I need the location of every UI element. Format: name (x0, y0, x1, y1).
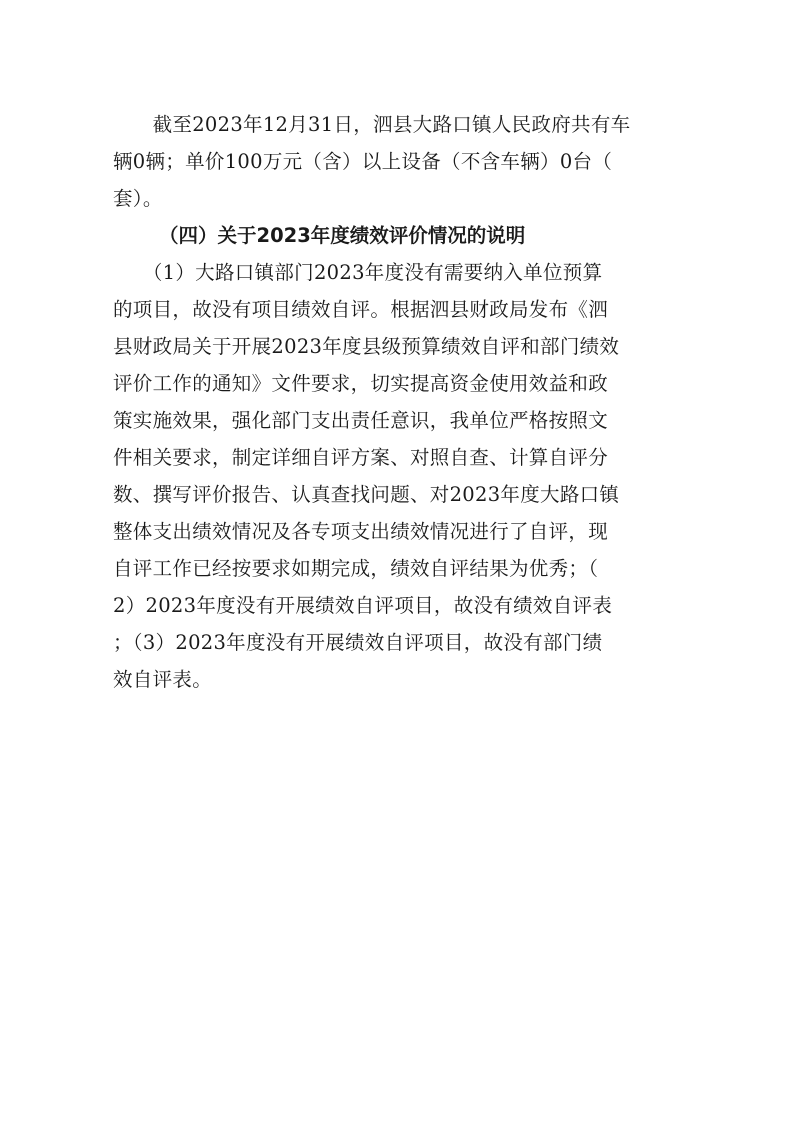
text-line: 件相关要求，制定详细自评方案、对照自查、计算自评分 (113, 446, 609, 469)
text-line: （1）大路口镇部门2023年度没有需要纳入单位预算 (113, 261, 603, 284)
text-line: 截至2023年12月31日，泗县大路口镇人民政府共有车 (113, 113, 631, 136)
text-line: ；（3）2023年度没有开展绩效自评项目，故没有部门绩 (113, 631, 603, 654)
text-line: 效自评表。 (113, 668, 213, 691)
text-line: 的项目，故没有项目绩效自评。根据泗县财政局发布《泗 (113, 298, 609, 321)
section-heading: （四）关于2023年度绩效评价情况的说明 (159, 224, 526, 247)
text-line: 数、撰写评价报告、认真查找问题、对2023年度大路口镇 (113, 483, 620, 506)
text-line: 县财政局关于开展2023年度县级预算绩效自评和部门绩效 (113, 335, 620, 358)
text-line: 套）。 (113, 187, 163, 210)
text-line: 自评工作已经按要求如期完成，绩效自评结果为优秀；（ (113, 557, 599, 580)
text-line: 辆0辆；单价100万元（含）以上设备（不含车辆）0台（ (113, 150, 613, 173)
text-line: 评价工作的通知》文件要求，切实提高资金使用效益和政 (113, 372, 609, 395)
text-line: 整体支出绩效情况及各专项支出绩效情况进行了自评，现 (113, 520, 609, 543)
text-line: 2）2023年度没有开展绩效自评项目，故没有绩效自评表 (113, 594, 613, 617)
text-line: 策实施效果，强化部门支出责任意识，我单位严格按照文 (113, 409, 609, 432)
